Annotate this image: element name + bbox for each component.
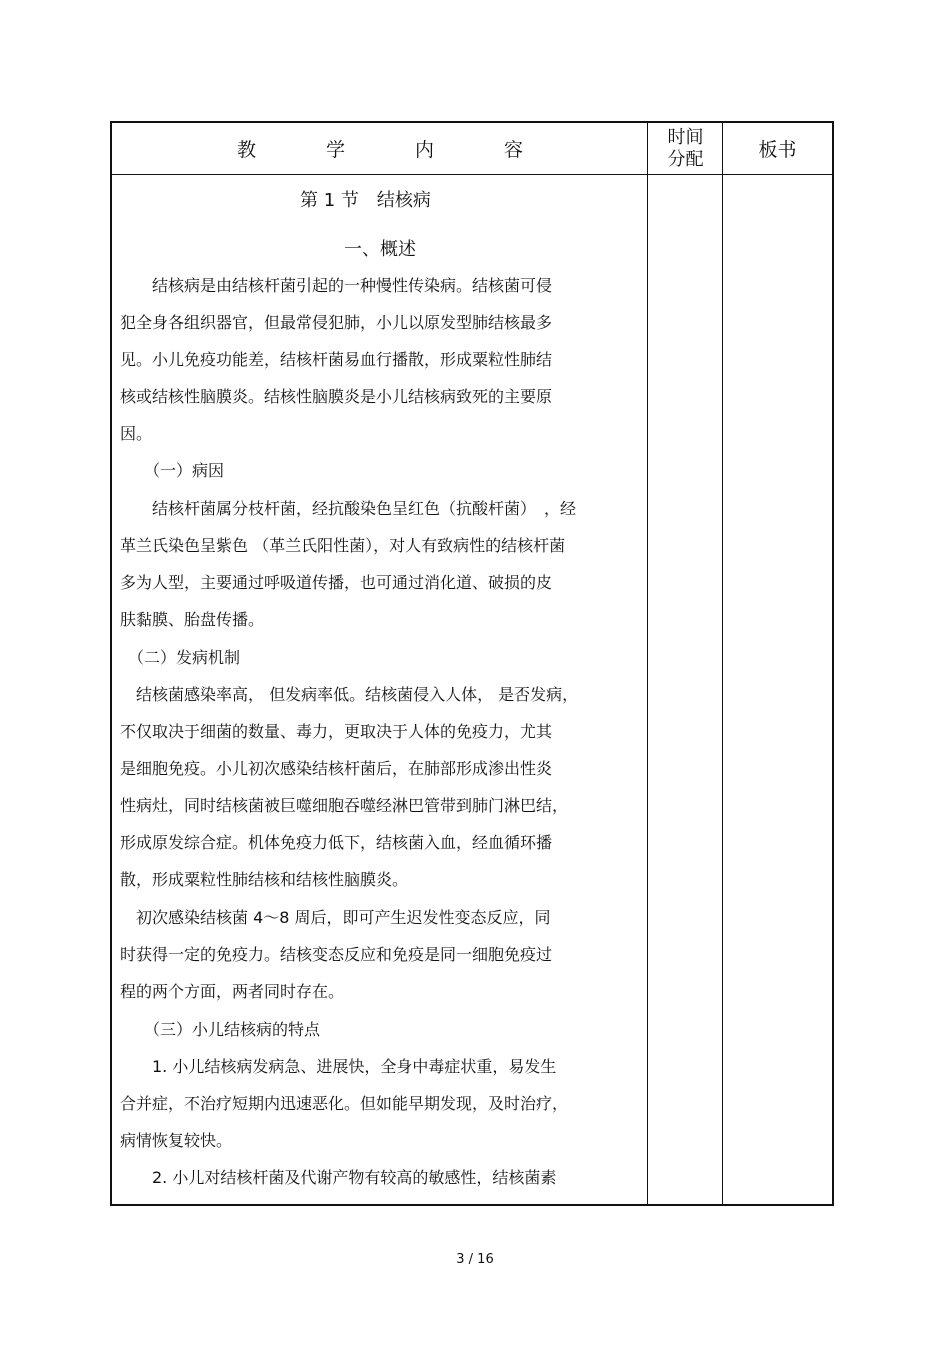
content-line: （三）小儿结核病的特点 [120, 1020, 321, 1039]
header-board-writing: 板书 [758, 139, 797, 161]
content-line: 结核病是由结核杆菌引起的一种慢性传染病。结核菌可侵 [120, 276, 553, 295]
content-line: 见。小儿免疫功能差，结核杆菌易血行播散，形成粟粒性肺结 [120, 350, 553, 369]
content-line: 性病灶，同时结核菌被巨噬细胞吞噬经淋巴管带到肺门淋巴结， [120, 796, 569, 815]
header-time-line1: 时间 [667, 126, 704, 148]
content-line: 多为人型，主要通过呼吸道传播，也可通过消化道、破损的皮 [120, 573, 553, 592]
column-divider-time [722, 123, 723, 1204]
content-line: 结核杆菌属分枝杆菌，经抗酸染色呈红色（抗酸杆菌） ，经 [120, 499, 577, 518]
content-line: 是细胞免疫。小儿初次感染结核杆菌后，在肺部形成渗出性炎 [120, 759, 553, 778]
page-number: 3 / 16 [456, 1252, 494, 1267]
header-teaching-content: 教 学 内 容 [236, 139, 524, 161]
content-line: 因。 [120, 424, 153, 443]
content-line: 时获得一定的免疫力。结核变态反应和免疫是同一细胞免疫过 [120, 945, 553, 964]
subsection-title: 一、概述 [344, 239, 416, 260]
column-divider-content [647, 123, 648, 1204]
content-line: 肤黏膜、胎盘传播。 [120, 610, 265, 629]
header-divider [112, 174, 832, 175]
content-line: 合并症，不治疗短期内迅速恶化。但如能早期发现，及时治疗， [120, 1094, 569, 1113]
content-line: 犯全身各组织器官，但最常侵犯肺，小儿以原发型肺结核最多 [120, 313, 553, 332]
content-line: 散，形成粟粒性肺结核和结核性脑膜炎。 [120, 870, 409, 889]
content-line: 初次感染结核菌 4～8 周后，即可产生迟发性变态反应，同 [120, 908, 551, 927]
header-time-line2: 分配 [667, 148, 704, 170]
content-line: 1. 小儿结核病发病急、进展快，全身中毒症状重，易发生 [120, 1057, 557, 1076]
content-line: 结核菌感染率高， 但发病率低。结核菌侵入人体， 是否发病， [120, 685, 579, 704]
content-line: 程的两个方面，两者同时存在。 [120, 982, 345, 1001]
section-title: 第 1 节 结核病 [300, 190, 431, 211]
content-line: （二）发病机制 [120, 648, 241, 667]
content-line: 病情恢复较快。 [120, 1131, 233, 1150]
content-line: 核或结核性脑膜炎。结核性脑膜炎是小儿结核病致死的主要原 [120, 387, 553, 406]
content-line: 革兰氏染色呈紫色 （革兰氏阳性菌），对人有致病性的结核杆菌 [120, 536, 566, 555]
content-line: （一）病因 [120, 461, 225, 480]
content-line: 形成原发综合症。机体免疫力低下，结核菌入血，经血循环播 [120, 833, 553, 852]
content-line: 2. 小儿对结核杆菌及代谢产物有较高的敏感性，结核菌素 [120, 1168, 557, 1187]
header-time-allocation [648, 123, 723, 174]
lesson-table [110, 121, 834, 1206]
content-line: 不仅取决于细菌的数量、毒力，更取决于人体的免疫力，尤其 [120, 722, 553, 741]
